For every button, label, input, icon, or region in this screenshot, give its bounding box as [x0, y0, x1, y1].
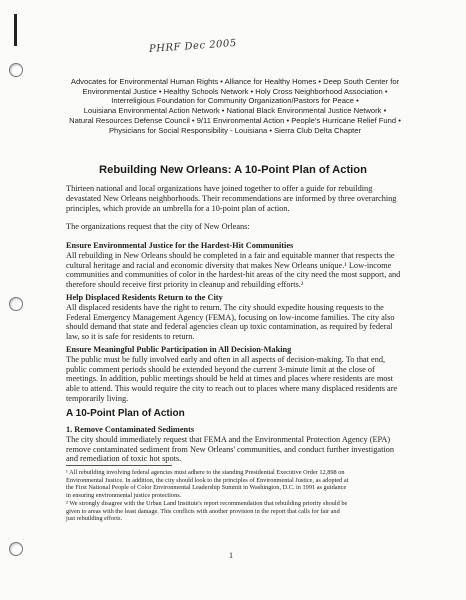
- text-line: temporarily living.: [66, 393, 129, 403]
- punch-hole-bottom: [9, 542, 23, 556]
- org-line: Environmental Justice • Healthy Schools Network • Holy Cross Neighborhood Association •: [82, 86, 388, 96]
- footnote-line: ¹ All rebuilding involving federal agencies must adhere to the standing Presidential Executive Order 12,898 on: [66, 469, 345, 476]
- text-line: The city should immediately request that FEMA and the Environmental Protection Agency (EPA): [66, 434, 391, 444]
- handwritten-note: PHRF Dec 2005: [148, 37, 238, 56]
- punch-hole-middle: [9, 297, 23, 311]
- org-line: Natural Resources Defense Council • 9/11 Environmental Action • People's Hurricane Relief Fund •: [69, 115, 401, 125]
- document-title: Rebuilding New Orleans: A 10-Point Plan of Action: [99, 164, 367, 176]
- text-line: Thirteen national and local organizations have joined together to offer a guide for rebuilding: [66, 184, 373, 193]
- principle-heading: Help Displaced Residents Return to the City: [66, 293, 223, 302]
- text-line: cultural heritage and racial and economic diversity that makes New Orleans unique.¹ Low-income: [66, 260, 392, 270]
- text-line: devastated New Orleans neighborhoods. Their recommendations are informed by three overarching: [66, 193, 397, 203]
- text-line: All rebuilding in New Orleans should be completed in a fair and equitable manner that respects the: [66, 250, 395, 260]
- point-1: [66, 425, 412, 464]
- text-line: All displaced residents have the right to return. The city should expedite housing requests to the: [66, 302, 384, 312]
- text-line: public comment periods should be extended beyond the current 3-minute limit at the close of: [66, 364, 375, 374]
- plan-heading: A 10-Point Plan of Action: [66, 408, 185, 419]
- principle-environmental-justice: [66, 241, 412, 290]
- footnote-line: ² We strongly disagree with the Urban Land Institute's report recommendation that rebuilding priority should be: [66, 499, 348, 507]
- footnote-line: given to areas with the least damage. This conflicts with another provision in the report that calls for fair and: [66, 507, 340, 515]
- text-line: able to attend. This would require the city to reach out to places where many displaced residents are: [66, 384, 398, 394]
- footnote-line: just rebuilding efforts.: [66, 515, 123, 523]
- punch-hole-top: [9, 63, 23, 77]
- text-line: and remediation of toxic hot spots.: [66, 454, 182, 464]
- principle-displaced-residents: [66, 293, 412, 342]
- principle-heading: Ensure Environmental Justice for the Hardest-Hit Communities: [66, 241, 294, 250]
- footnote-line: Environmental Justice. In addition, the city should look to the principles of Environmental Justice, as adopted at: [66, 476, 349, 484]
- text-line: Federal Emergency Management Agency (FEMA), focusing on low-income families. The city also: [66, 312, 395, 322]
- text-line: The organizations request that the city of New Orleans:: [66, 222, 250, 231]
- principle-public-participation: [66, 345, 412, 404]
- text-line: meetings. In addition, public meetings should be held at times and places where residents are most: [66, 374, 393, 384]
- footnotes: [66, 469, 412, 523]
- footnote-line: in ensuring environmental justice protections.: [66, 492, 182, 500]
- binder-mark: [14, 14, 17, 46]
- org-line: Advocates for Environmental Human Rights • Alliance for Healthy Homes • Deep South Center for: [70, 77, 400, 86]
- request-line: [66, 222, 412, 232]
- text-line: principles, which provide an umbrella for a 10-point plan of action.: [66, 203, 290, 213]
- principle-heading: Ensure Meaningful Public Participation in All Decision-Making: [66, 345, 292, 354]
- intro-paragraph: [66, 184, 412, 213]
- footnote-line: the First National People of Color Environmental Leadership Summit in Washington, D.C. in 1991 as guidance: [66, 484, 347, 492]
- org-line: Interreligious Foundation for Community Organization/Pastors for Peace •: [111, 96, 359, 106]
- text-line: remove contaminated sediment from New Orleans' communities, and conduct further investigation: [66, 444, 394, 454]
- text-line: communities and communities of color in the hardest-hit areas of the city need the most support, and: [66, 270, 401, 280]
- text-line: therefore should receive first priority in cleanup and rebuilding efforts.²: [66, 280, 304, 290]
- page-number: 1: [229, 551, 233, 560]
- text-line: law, so it is safe for residents to return.: [66, 332, 195, 342]
- text-line: The public must be fully involved early and often in all aspects of decision-making. To that end,: [66, 354, 386, 364]
- footnote-divider: [66, 465, 172, 466]
- org-line: Louisiana Environmental Action Network • National Black Environmental Justice Network •: [83, 106, 387, 116]
- org-line: Physicians for Social Responsibility - Louisiana • Sierra Club Delta Chapter: [108, 125, 362, 135]
- text-line: should demand that state and federal agencies clean up toxic contamination, as required by federal: [66, 322, 393, 332]
- point-heading: 1. Remove Contaminated Sediments: [66, 425, 195, 434]
- organization-list: [40, 77, 430, 135]
